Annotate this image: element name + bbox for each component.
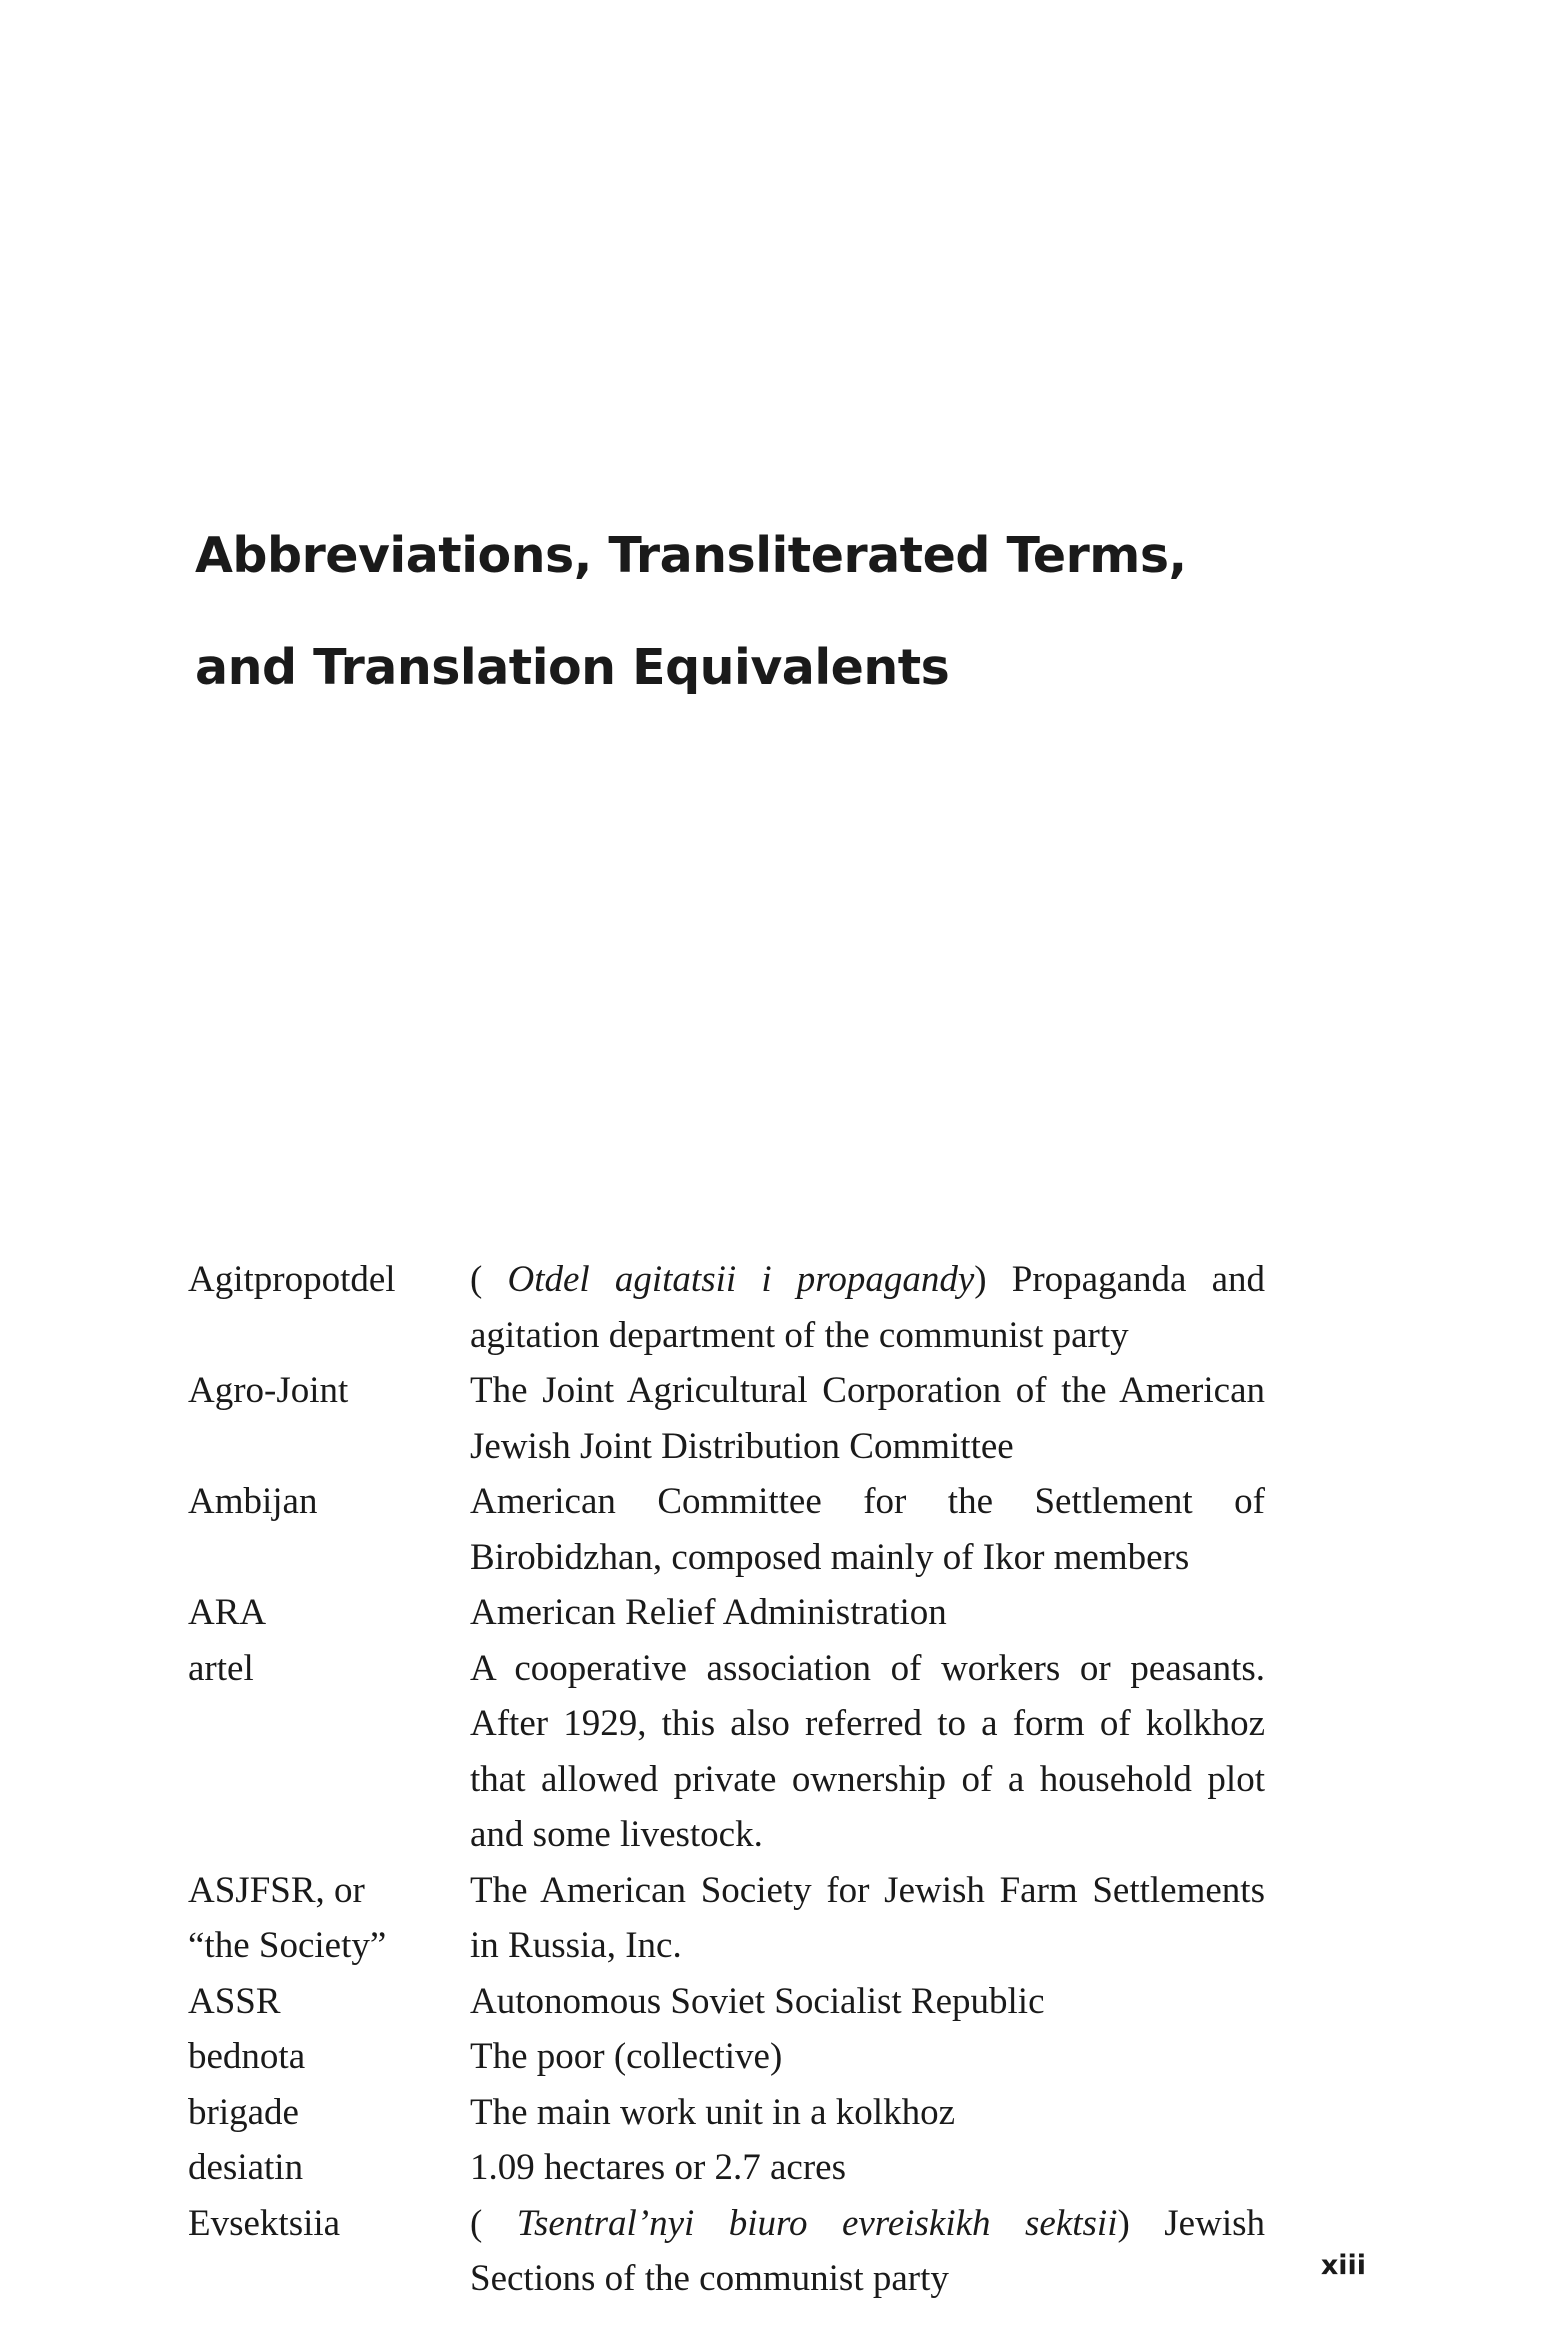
- definition-text: The poor (collective): [470, 2036, 783, 2077]
- glossary-definition: [470, 1974, 1265, 2030]
- glossary-term-line: Evsektsiia: [188, 2202, 341, 2244]
- glossary-definition: [470, 1863, 1265, 1974]
- glossary-term-line: desiatin: [188, 2147, 304, 2188]
- glossary-entry: [188, 2085, 1288, 2141]
- definition-text: Jewish Sections of the communist party: [470, 2202, 1266, 2299]
- page-title-line-2: and Translation Equivalents: [195, 639, 950, 696]
- glossary-definition: [470, 2085, 1265, 2141]
- glossary-term: [188, 1363, 470, 1419]
- page-title: [195, 500, 1395, 724]
- glossary-definition: [470, 1363, 1265, 1474]
- glossary-entry: [188, 2029, 1288, 2085]
- page-number: xiii: [1320, 2250, 1366, 2281]
- glossary-term: [188, 1585, 470, 1641]
- glossary-term-line: ASJFSR, or: [188, 1869, 365, 1911]
- glossary-term: [188, 2196, 470, 2252]
- definition-text: 1.09 hectares or 2.7 acres: [470, 2147, 846, 2188]
- glossary-term: [188, 2085, 470, 2141]
- glossary-term-line-2: “the Society”: [188, 1925, 387, 1966]
- definition-text: Propaganda and agitation department of the communist party: [470, 1259, 1266, 1356]
- glossary-term-line: artel: [188, 1647, 254, 1689]
- glossary-term-line: ARA: [188, 1592, 267, 1633]
- glossary-term: [188, 1474, 470, 1530]
- glossary-definition: [470, 2196, 1265, 2307]
- glossary-definition: [470, 1641, 1265, 1863]
- transliterated-gloss: Tsentral’nyi biuro evreiskikh sektsii: [516, 2202, 1118, 2244]
- glossary-entry: [188, 1474, 1288, 1585]
- glossary-term-line: Ambijan: [188, 1481, 318, 1522]
- glossary-entry: [188, 1585, 1288, 1641]
- glossary-term-line: bednota: [188, 2036, 306, 2077]
- glossary-definition: [470, 1252, 1265, 1363]
- definition-text: American Relief Administration: [470, 1592, 947, 1633]
- glossary-definition: [470, 2029, 1265, 2085]
- glossary-term: [188, 2140, 470, 2196]
- definition-text: The Joint Agricultural Corporation of the American Jewish Joint Distribution Committee: [470, 1370, 1265, 1467]
- paren-close: ): [974, 1259, 1012, 1300]
- page-title-line-1: Abbreviations, Transliterated Terms,: [195, 527, 1187, 584]
- glossary-term: [188, 1641, 470, 1697]
- glossary-entry: [188, 1863, 1288, 1974]
- definition-text: Autonomous Soviet Socialist Republic: [470, 1980, 1045, 2022]
- glossary-term: [188, 2029, 470, 2085]
- transliterated-gloss: Otdel agitatsii i propagandy: [507, 1259, 975, 1300]
- glossary-term-line: Agro-Joint: [188, 1370, 349, 1411]
- glossary-term-line: ASSR: [188, 1980, 281, 2022]
- paren-open: (: [470, 2202, 517, 2244]
- glossary-entry: [188, 1252, 1288, 1363]
- glossary-entry: [188, 2140, 1288, 2196]
- glossary-definition: [470, 1474, 1265, 1585]
- definition-text: The main work unit in a kolkhoz: [470, 2091, 956, 2133]
- definition-text: The American Society for Jewish Farm Settlements in Russia, Inc.: [470, 1869, 1265, 1966]
- glossary-term-line: brigade: [188, 2091, 299, 2133]
- definition-text: American Committee for the Settlement of Birobidzhan, composed mainly of Ikor members: [470, 1481, 1265, 1578]
- definition-text: A cooperative association of workers or peasants. After 1929, this also referred to a form of kolkhoz that allowed private ownership of a household plot and some livestock.: [470, 1647, 1265, 1855]
- glossary-definition: [470, 1585, 1265, 1641]
- glossary-entry: [188, 1363, 1288, 1474]
- paren-close: ): [1117, 2202, 1165, 2244]
- glossary-term: [188, 1252, 470, 1308]
- glossary-entry: [188, 1641, 1288, 1863]
- paren-open: (: [470, 1259, 508, 1300]
- glossary-list: [188, 1252, 1288, 2307]
- glossary-term: [188, 1974, 470, 2030]
- glossary-entry: [188, 2196, 1288, 2307]
- glossary-definition: [470, 2140, 1265, 2196]
- glossary-term-line: Agitpropotdel: [188, 1259, 396, 1300]
- glossary-entry: [188, 1974, 1288, 2030]
- glossary-term: [188, 1863, 470, 1974]
